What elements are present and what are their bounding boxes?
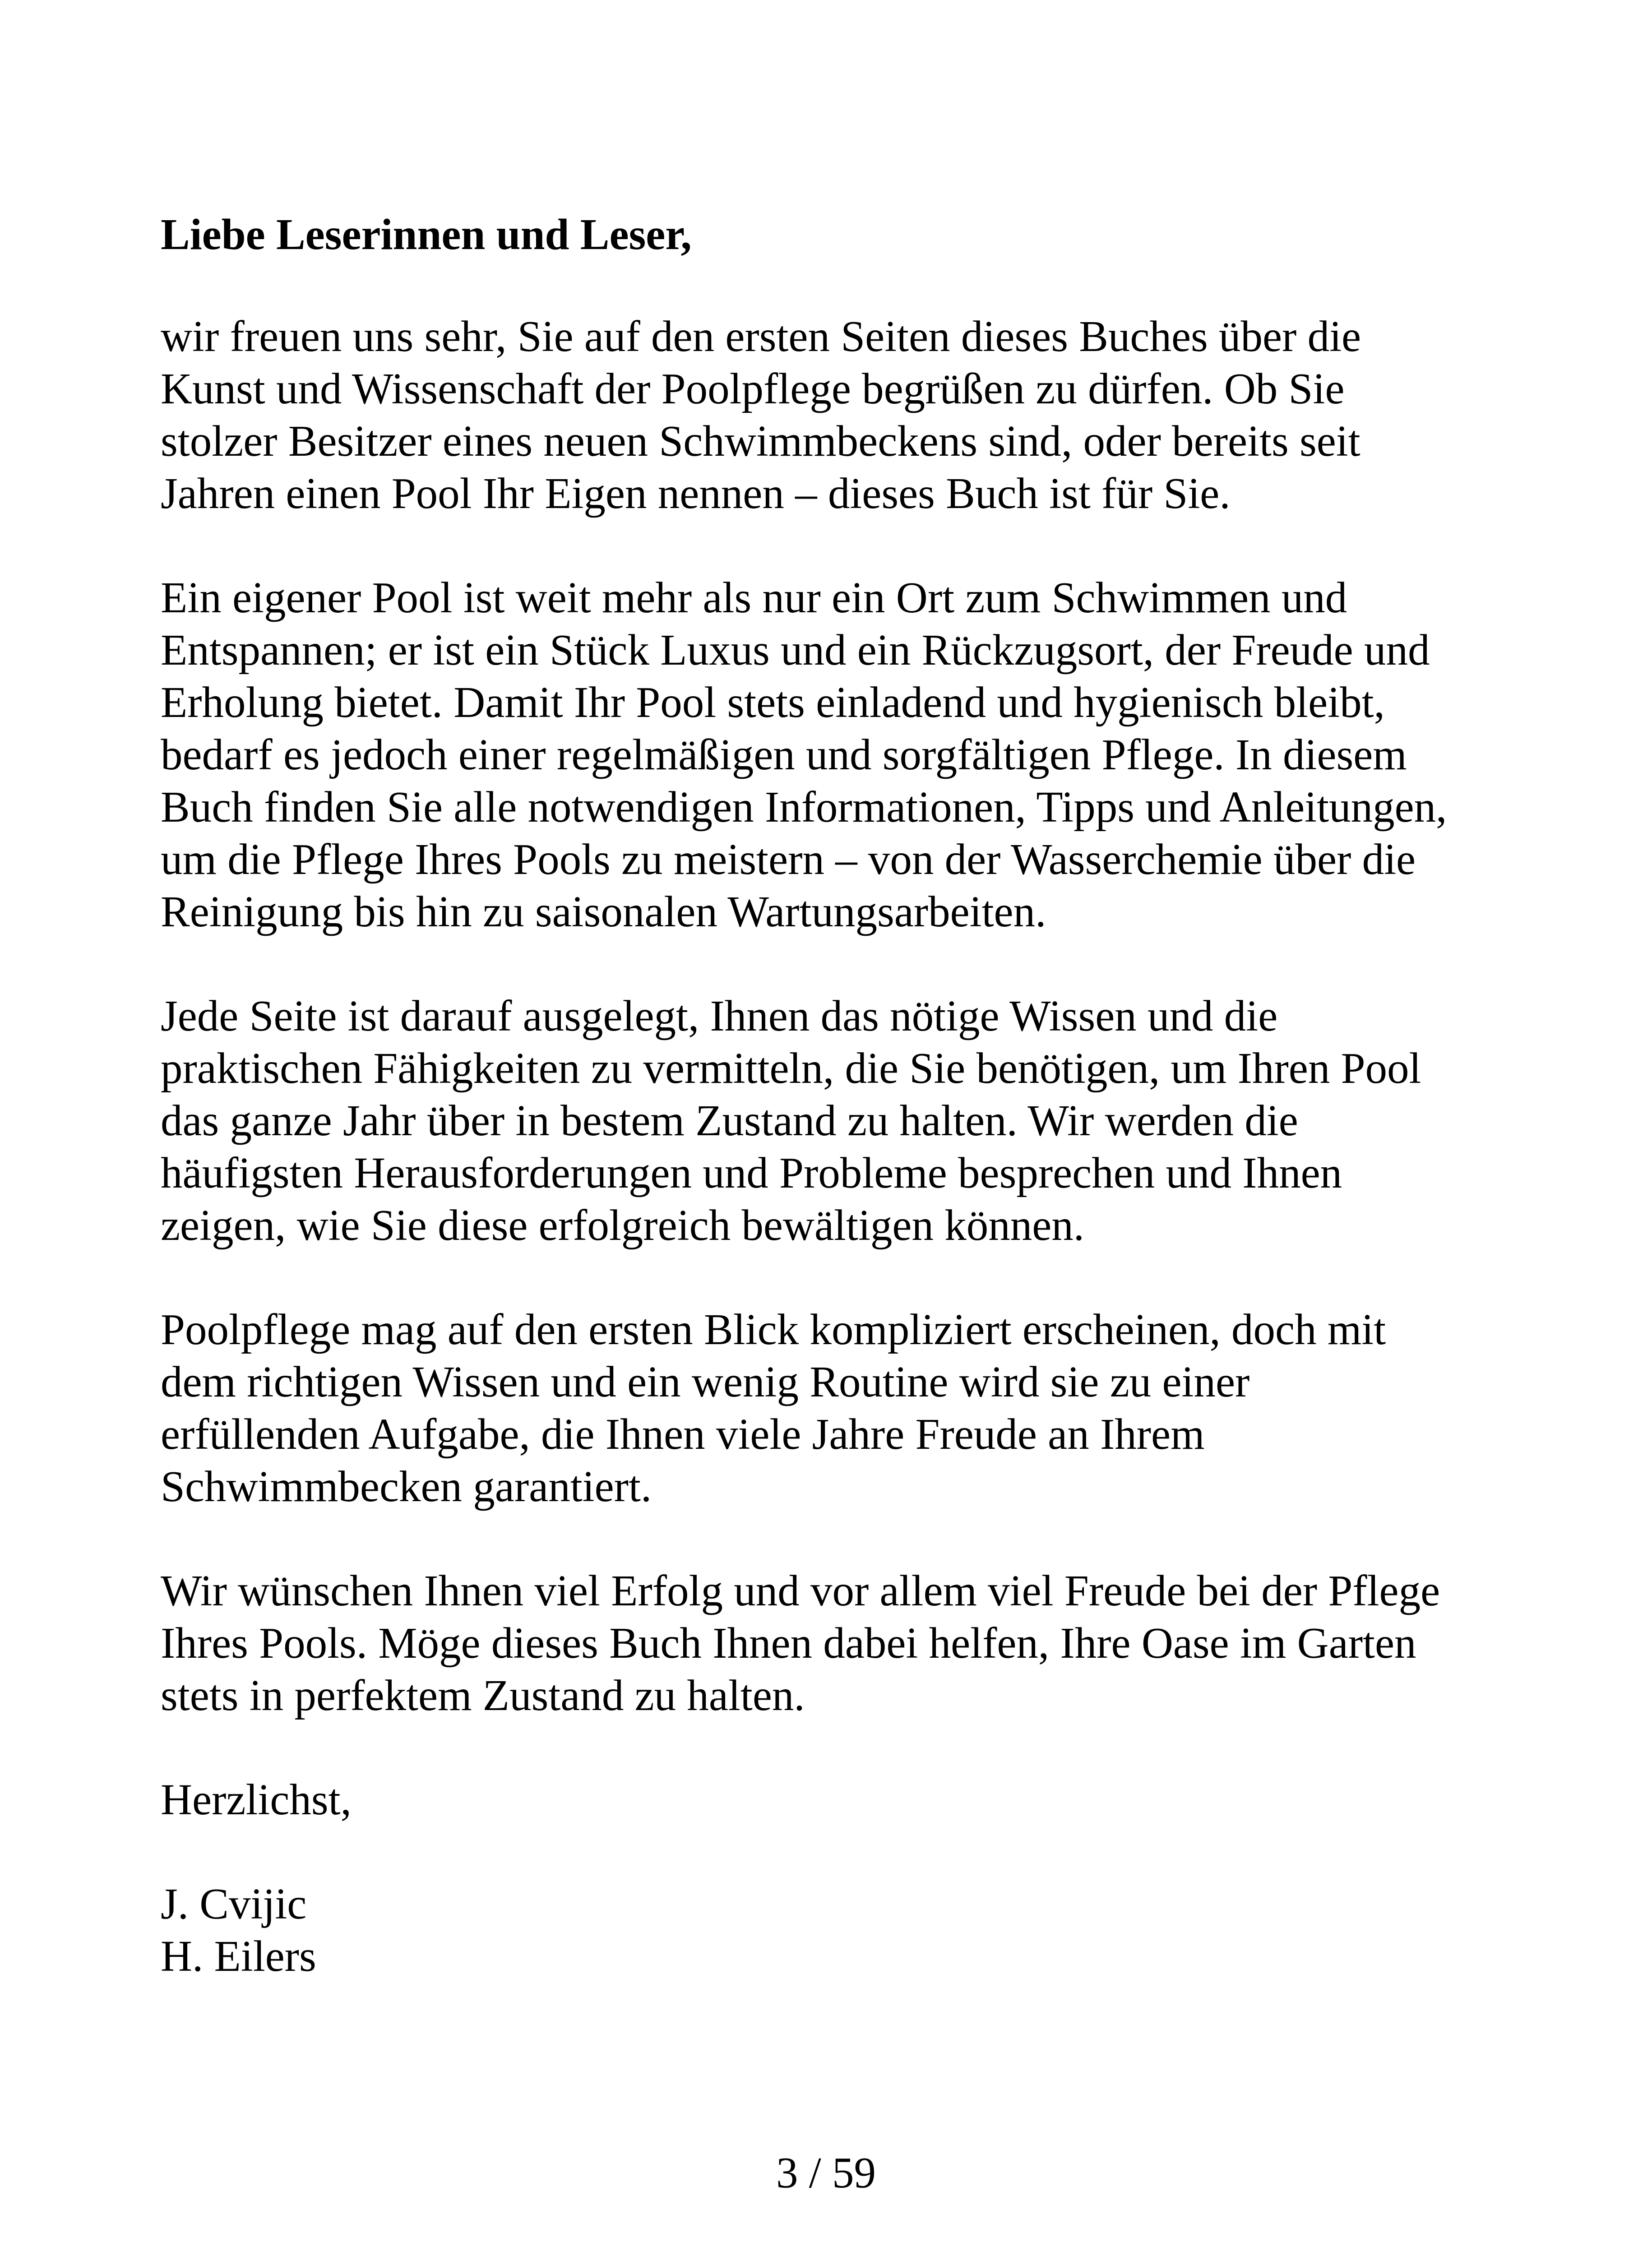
text-line: Buch finden Sie alle notwendigen Informationen, Tipps und Anleitungen, (161, 783, 1447, 831)
signature-name: J. Cvijic (161, 1880, 307, 1928)
paragraph-wishes (161, 1565, 1537, 1722)
text-line: Ihres Pools. Möge dieses Buch Ihnen dabei helfen, Ihre Oase im Garten (161, 1619, 1416, 1667)
salutation: Liebe Leserinnen und Leser, (161, 210, 692, 259)
text-line: Reinigung bis hin zu saisonalen Wartungsarbeiten. (161, 888, 1046, 936)
text-line: Erholung bietet. Damit Ihr Pool stets einladend und hygienisch bleibt, (161, 678, 1385, 726)
text-line: das ganze Jahr über in bestem Zustand zu halten. Wir werden die (161, 1096, 1298, 1145)
text-line: stolzer Besitzer eines neuen Schwimmbeckens sind, oder bereits seit (161, 417, 1360, 465)
text-line: Wir wünschen Ihnen viel Erfolg und vor allem viel Freude bei der Pflege (161, 1567, 1440, 1615)
text-line: Poolpflege mag auf den ersten Blick kompliziert erscheinen, doch mit (161, 1305, 1386, 1354)
letter-body (161, 208, 1537, 1983)
page-number: 3 / 59 (776, 2149, 876, 2197)
text-line: um die Pflege Ihres Pools zu meistern – von der Wasserchemie über die (161, 835, 1416, 883)
text-line: Jahren einen Pool Ihr Eigen nennen – dieses Buch ist für Sie. (161, 469, 1231, 518)
paragraph-knowledge (161, 990, 1537, 1252)
text-line: stets in perfektem Zustand zu halten. (161, 1671, 805, 1720)
paragraph-pool-value (161, 572, 1537, 938)
text-line: wir freuen uns sehr, Sie auf den ersten Seiten dieses Buches über die (161, 312, 1361, 361)
text-line: dem richtigen Wissen und ein wenig Routine wird sie zu einer (161, 1358, 1250, 1406)
paragraph-routine (161, 1304, 1537, 1513)
text-line: bedarf es jedoch einer regelmäßigen und sorgfältigen Pflege. In diesem (161, 730, 1407, 779)
text-line: Schwimmbecken garantiert. (161, 1462, 652, 1511)
text-line: Ein eigener Pool ist weit mehr als nur ein Ort zum Schwimmen und (161, 573, 1347, 622)
text-line: Kunst und Wissenschaft der Poolpflege begrüßen zu dürfen. Ob Sie (161, 365, 1345, 413)
text-line: häufigsten Herausforderungen und Probleme besprechen und Ihnen (161, 1149, 1342, 1197)
text-line: Entspannen; er ist ein Stück Luxus und ein Rückzugsort, der Freude und (161, 626, 1430, 674)
signature-name: H. Eilers (161, 1932, 316, 1980)
paragraph-intro (161, 310, 1537, 520)
signature-block (161, 1878, 1537, 1983)
closing-phrase: Herzlichst, (161, 1775, 352, 1824)
text-line: erfüllenden Aufgabe, die Ihnen viele Jahre Freude an Ihrem (161, 1410, 1205, 1458)
text-line: praktischen Fähigkeiten zu vermitteln, die Sie benötigen, um Ihren Pool (161, 1044, 1421, 1092)
text-line: zeigen, wie Sie diese erfolgreich bewältigen können. (161, 1201, 1084, 1249)
text-line: Jede Seite ist darauf ausgelegt, Ihnen das nötige Wissen und die (161, 992, 1278, 1040)
